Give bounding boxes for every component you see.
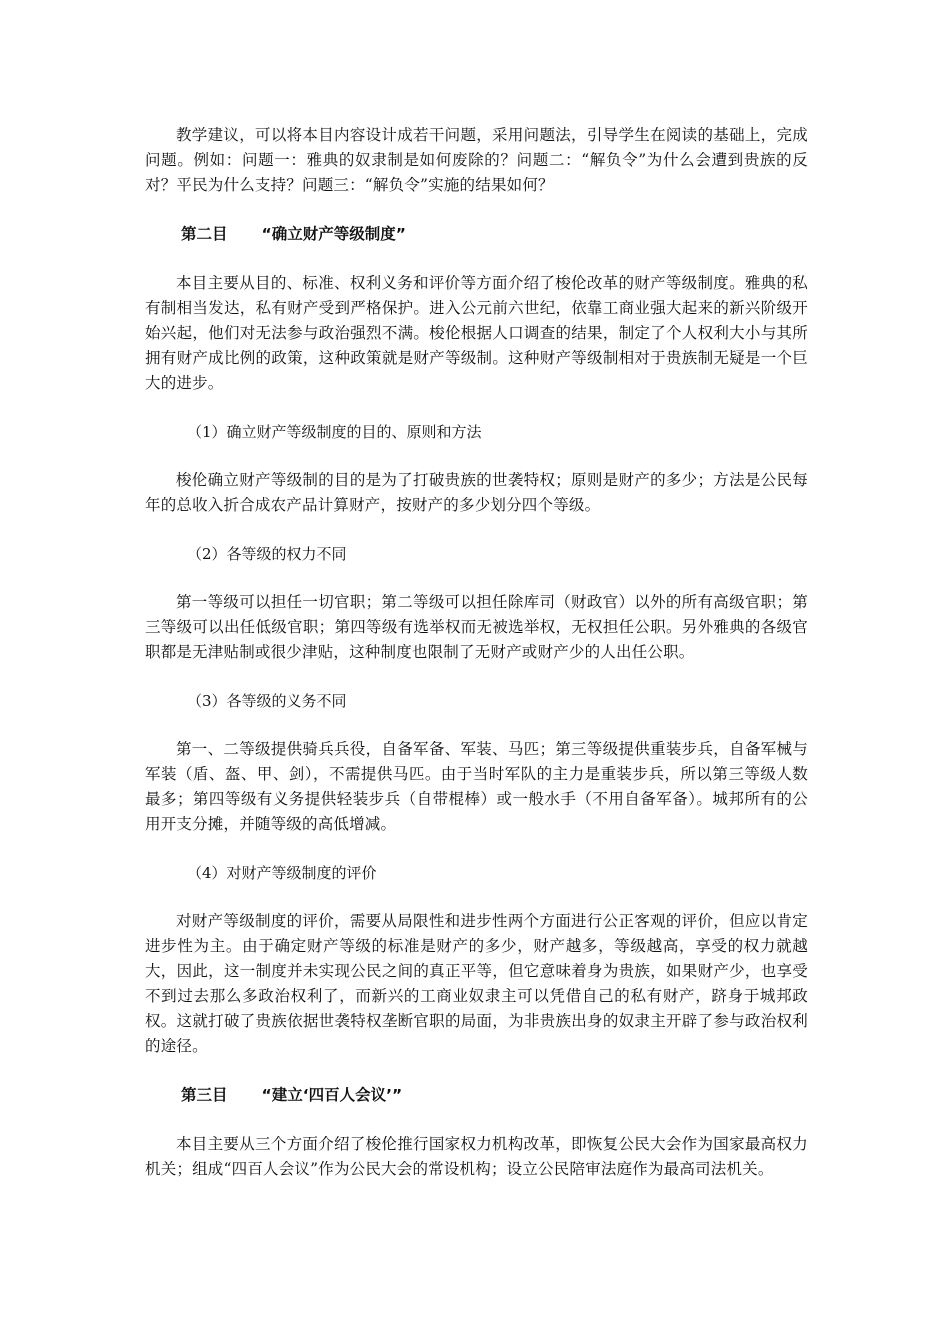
subheading-3-paragraph: 第一、二等级提供骑兵兵役，自备军备、军装、马匹；第三等级提供重装步兵，自备军械与军装（盾、盔、甲、剑），不需提供马匹。由于当时军队的主力是重装步兵，所以第三等级人数最多；第四等级有义务提供轻装步兵（自带棍棒）或一般水手（不用自备军备）。城邦所有的公用开支分摊，并随等级的高低增减。 [145,740,808,833]
subheading-4: （4）对财产等级制度的评价 [187,864,377,882]
section-3-heading [145,1083,808,1108]
subheading-1-paragraph: 梭伦确立财产等级制的目的是为了打破贵族的世袭特权；原则是财产的多少；方法是公民每年的总收入折合成农产品计算财产，按财产的多少划分四个等级。 [145,471,808,514]
subheading-4-paragraph: 对财产等级制度的评价，需要从局限性和进步性两个方面进行公正客观的评价，但应以肯定进步性为主。由于确定财产等级的标准是财产的多少，财产越多，等级越高，享受的权力就越大，因此，这一制度并未实现公民之间的真正平等，但它意味着身为贵族，如果财产少，也享受不到过去那么多政治权利了，而新兴的工商业奴隶主可以凭借自己的私有财产，跻身于城邦政权。这就打破了贵族依据世袭特权垄断官职的局面，为非贵族出身的奴隶主开辟了参与政治权利的途径。 [145,912,808,1055]
section-3-title: “建立‘四百人会议’” [261,1086,403,1104]
intro-paragraph: 教学建议，可以将本目内容设计成若干问题，采用问题法，引导学生在阅读的基础上，完成问题。例如：问题一：雅典的奴隶制是如何废除的？问题二：“解负令”为什么会遭到贵族的反对？平民为什么支持？问题三：“解负令”实施的结果如何？ [145,126,808,194]
subheading-2: （2）各等级的权力不同 [187,545,347,563]
subheading-1: （1）确立财产等级制度的目的、原则和方法 [187,423,482,441]
document-page [145,123,808,1182]
section-2-number: 第二目 [181,225,228,243]
subheading-3: （3）各等级的义务不同 [187,692,347,710]
subheading-2-paragraph: 第一等级可以担任一切官职；第二等级可以担任除库司（财政官）以外的所有高级官职；第三等级可以出任低级官职；第四等级有选举权而无被选举权，无权担任公职。另外雅典的各级官职都是无津贴制或很少津贴，这种制度也限制了无财产或财产少的人出任公职。 [145,593,808,661]
section-3-intro-paragraph: 本目主要从三个方面介绍了梭伦推行国家权力机构改革，即恢复公民大会作为国家最高权力机关；组成“四百人会议”作为公民大会的常设机构；设立公民陪审法庭作为最高司法机关。 [145,1135,808,1178]
section-2-heading [145,222,808,247]
section-3-number: 第三目 [181,1086,228,1104]
section-2-title: “确立财产等级制度” [261,225,406,243]
section-2-intro-paragraph: 本目主要从目的、标准、权利义务和评价等方面介绍了梭伦改革的财产等级制度。雅典的私有制相当发达，私有财产受到严格保护。进入公元前六世纪，依靠工商业强大起来的新兴阶级开始兴起，他们对无法参与政治强烈不满。梭伦根据人口调查的结果，制定了个人权利大小与其所拥有财产成比例的政策，这种政策就是财产等级制。这种财产等级制相对于贵族制无疑是一个巨大的进步。 [145,274,808,392]
